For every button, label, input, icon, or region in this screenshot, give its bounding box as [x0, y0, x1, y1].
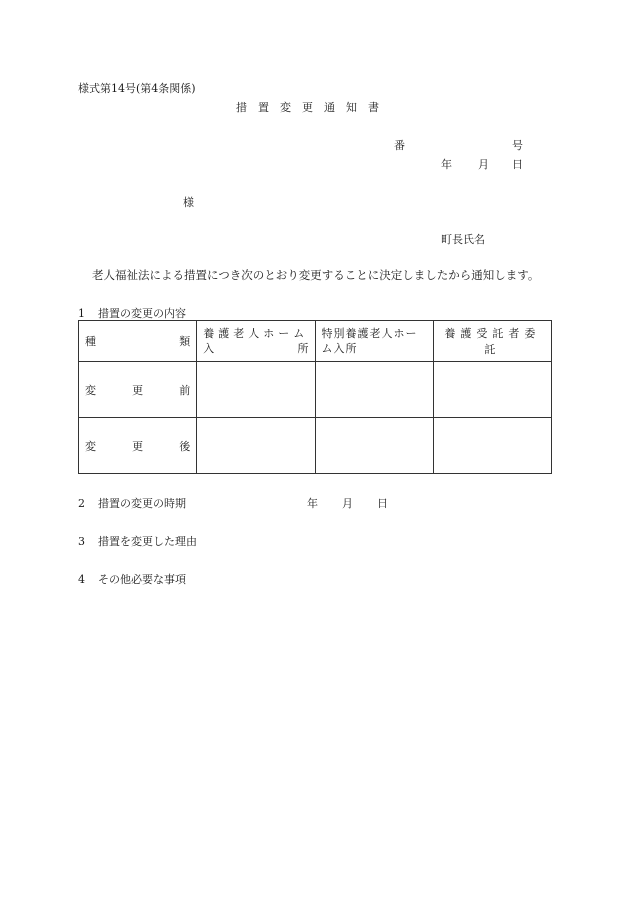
- section-label: 措置の変更の時期: [98, 497, 186, 510]
- header-nursing-home: [197, 321, 315, 362]
- section-3: [78, 533, 197, 549]
- row-label-char: 更: [132, 439, 144, 453]
- table-cell: [315, 418, 433, 474]
- body-text: 老人福祉法による措置につき次のとおり変更することに決定しましたから通知します。: [92, 268, 540, 282]
- issuer-name: 町長氏名: [441, 233, 485, 246]
- table-header-row: [79, 321, 552, 362]
- section2-year: 年: [307, 497, 318, 510]
- header-kind-a: 種: [85, 335, 96, 348]
- section-number: 4: [78, 573, 85, 586]
- row-label-char: 更: [132, 383, 144, 397]
- section2-day: 日: [377, 497, 388, 510]
- row-label-before: [79, 362, 197, 418]
- section-2: [78, 495, 186, 511]
- section-number: 2: [78, 497, 85, 510]
- section-4: [78, 571, 186, 587]
- row-label-after: [79, 418, 197, 474]
- header-nursing-home-line1: 養護老人ホーム: [203, 327, 309, 340]
- header-special-nursing-home: [315, 321, 433, 362]
- table-cell: [433, 362, 551, 418]
- row-label-char: 後: [179, 439, 191, 453]
- header-foster-care-label: 養護受託者委託: [444, 327, 541, 356]
- row-label-char: 前: [179, 383, 191, 397]
- date-year: 年: [441, 158, 452, 171]
- addressee-suffix: 様: [183, 196, 194, 209]
- form-code: 様式第14号(第4条関係): [78, 82, 196, 95]
- section-1: [78, 305, 186, 321]
- number-suffix: 号: [512, 139, 523, 152]
- header-kind-b: 類: [179, 335, 191, 348]
- section-number: 1: [78, 307, 85, 320]
- header-special-line1: 特別養護老人ホー: [321, 327, 418, 340]
- section-label: その他必要な事項: [98, 573, 186, 586]
- row-label-char: 変: [85, 439, 96, 453]
- section-label: 措置の変更の内容: [98, 307, 186, 320]
- header-kind: [79, 321, 197, 362]
- table-cell: [197, 362, 315, 418]
- table-cell: [315, 362, 433, 418]
- table-row: [79, 362, 552, 418]
- row-label-char: 変: [85, 383, 96, 397]
- document-title: 措置変更通知書: [236, 101, 390, 114]
- table-row: [79, 418, 552, 474]
- date-month: 月: [478, 158, 489, 171]
- section2-month: 月: [342, 497, 353, 510]
- section-label: 措置を変更した理由: [98, 535, 197, 548]
- header-foster-care: [433, 321, 551, 362]
- header-special-line2: ム入所: [321, 342, 358, 355]
- date-day: 日: [512, 158, 523, 171]
- header-nursing-home-line2a: 入: [203, 342, 215, 355]
- header-nursing-home-line2b: 所: [297, 342, 309, 355]
- change-content-table: [78, 320, 552, 474]
- table-cell: [197, 418, 315, 474]
- section-number: 3: [78, 535, 85, 548]
- number-label: 番: [394, 139, 405, 152]
- table-cell: [433, 418, 551, 474]
